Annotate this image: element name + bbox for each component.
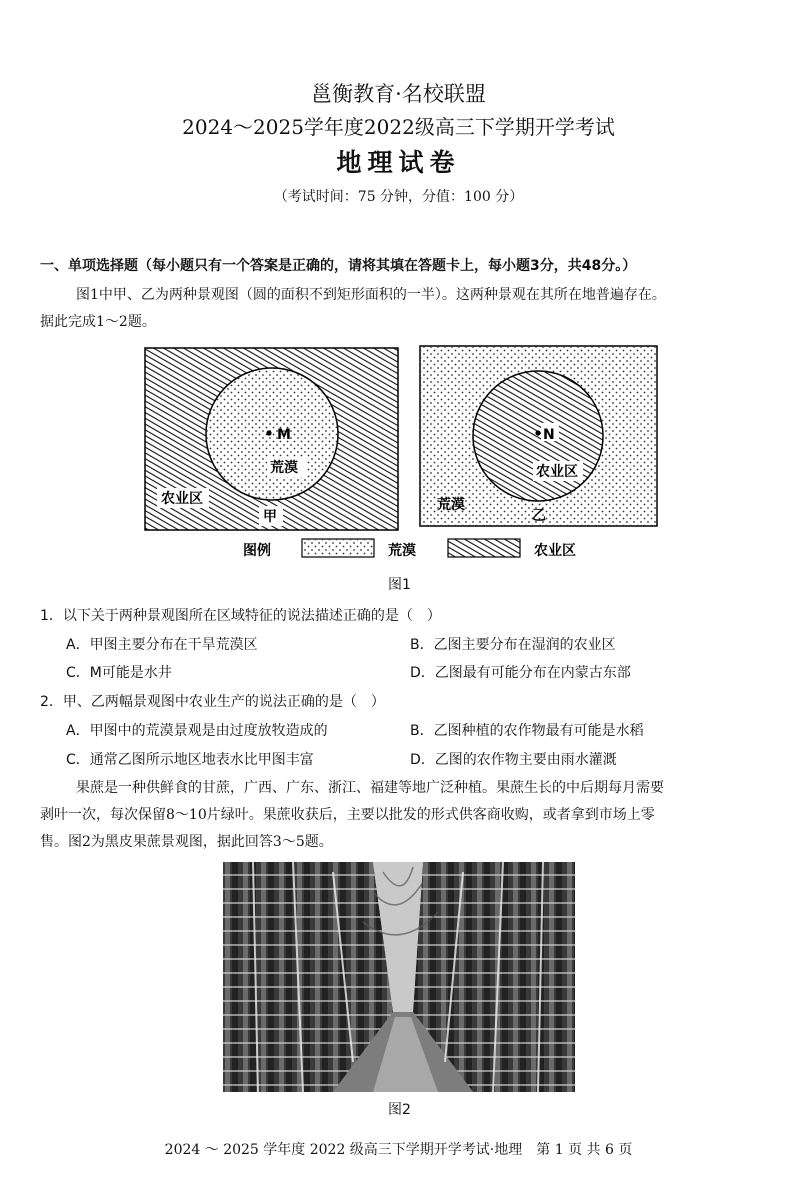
figure2-caption: 图2 — [388, 1102, 411, 1118]
figure2-sugarcane-photo — [223, 862, 575, 1092]
jia-name: 甲 — [263, 509, 277, 525]
figure1-legend — [243, 539, 576, 559]
page-footer: 2024 ～ 2025 学年度 2022 级高三下学期开学考试·地理 第 1 页 共 6 页 — [164, 1142, 633, 1158]
q1-option-d: D．乙图最有可能分布在内蒙古东部 — [410, 665, 631, 681]
passage-sugarcane: 果蔗是一种供鲜食的甘蔗，广西、广东、浙江、福建等地广泛种植。果蔗生长的中后期每月需要 剥叶一次，每次保留8～10片绿叶。果蔗收获后，主要以批发的形式供客商收购，或者拿到市场上零 售。图2为黑皮果蔗景观图，据此回答3～5题。 — [40, 780, 664, 850]
question-2-stem: 2．甲、乙两幅景观图中农业生产的说法正确的是（ ） — [40, 694, 385, 710]
legend-desert-label: 荒漠 — [388, 543, 416, 559]
q2-option-c: C．通常乙图所示地区地表水比甲图丰富 — [66, 752, 314, 768]
question-1-stem: 1．以下关于两种景观图所在区域特征的说法描述正确的是（ ） — [40, 608, 441, 624]
point-n-label: N — [543, 427, 555, 443]
yi-name: 乙 — [532, 508, 546, 524]
yi-inside-label: 农业区 — [536, 464, 578, 480]
point-m-label: M — [277, 427, 291, 443]
jia-outside-label: 农业区 — [161, 491, 203, 507]
q1-option-c: C．M可能是水井 — [66, 665, 172, 681]
q2-option-b: B．乙图种植的农作物最有可能是水稻 — [410, 723, 644, 739]
panel-jia — [145, 348, 398, 530]
exam-title: 2024～2025学年度2022级高三下学期开学考试 — [182, 115, 615, 139]
intro-text: 图1中甲、乙为两种景观图（圆的面积不到矩形面积的一半）。这两种景观在其所在地普遍存在。 据此完成1～2题。 — [40, 287, 666, 330]
q2-option-a: A．甲图中的荒漠景观是由过度放牧造成的 — [66, 723, 328, 739]
legend-farm-label: 农业区 — [534, 543, 576, 559]
legend-desert-swatch — [302, 539, 374, 557]
section-title: 一、单项选择题（每小题只有一个答案是正确的，请将其填在答题卡上，每小题3分，共48分。） — [40, 258, 637, 274]
figure1-caption: 图1 — [388, 577, 411, 593]
panel-yi — [420, 346, 657, 526]
q1-option-b: B．乙图主要分布在湿润的农业区 — [410, 637, 616, 653]
legend-title: 图例 — [243, 543, 271, 559]
point-m-marker — [266, 430, 271, 435]
yi-outside-label: 荒漠 — [437, 497, 465, 513]
exam-meta: （考试时间：75 分钟，分值：100 分） — [273, 189, 524, 205]
subject-title: 地理试卷 — [336, 148, 461, 177]
legend-farm-swatch — [448, 539, 520, 557]
jia-inside-label: 荒漠 — [270, 460, 298, 476]
q1-option-a: A．甲图主要分布在干旱荒漠区 — [66, 637, 258, 653]
point-n-marker — [535, 430, 540, 435]
exam-org: 邕衡教育·名校联盟 — [311, 82, 486, 106]
q2-option-d: D．乙图的农作物主要由雨水灌溉 — [410, 752, 617, 768]
figure1-diagram — [135, 338, 665, 568]
